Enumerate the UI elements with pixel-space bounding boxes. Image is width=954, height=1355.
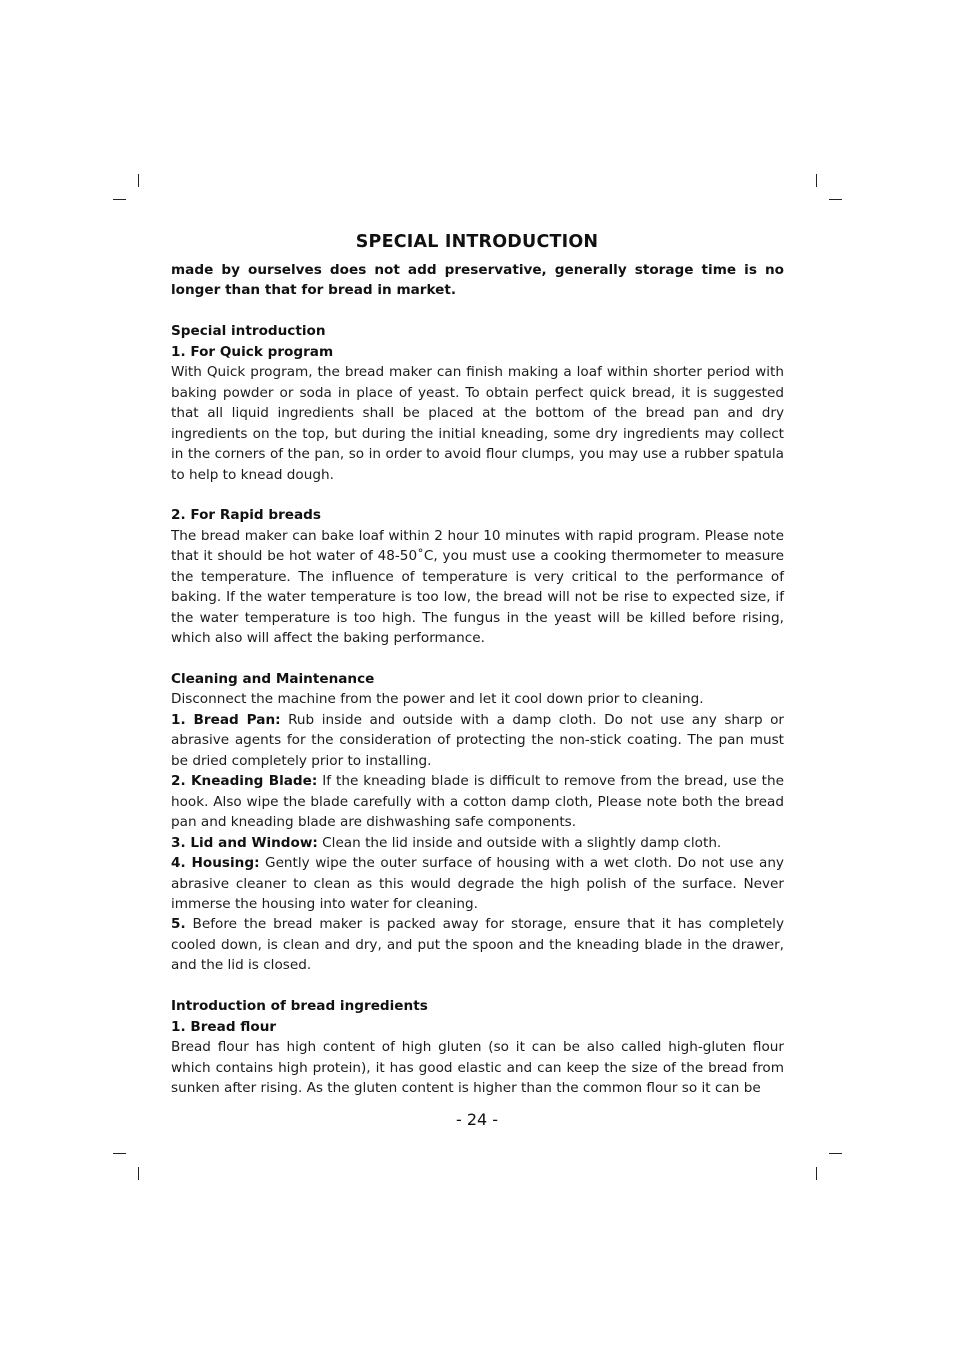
crop-mark-top-right-vertical <box>816 174 817 187</box>
quick-program-text: With Quick program, the bread maker can finish making a loaf within shorter period with baking powder or soda in place of yeast. To obtain perfect quick bread, it is suggested that all liquid ingredients shall be placed at the bottom of the bread pan and dry ingredients on the top, but during the initial kneading, some dry ingredients may collect in the corners of the pan, so in order to avoid flour clumps, you may use a rubber spatula to help to knead dough. <box>171 364 784 483</box>
cleaning-heading: Cleaning and Maintenance <box>171 671 375 688</box>
cleaning-item-label: 5. <box>171 916 186 933</box>
bread-flour-text: Bread flour has high content of high gluten (so it can be also called high-gluten flour which contains high protein), it has good elastic and can keep the size of the bread from sunken after rising. As the gluten content is higher than the common flour so it can be <box>171 1039 784 1097</box>
cleaning-item-housing <box>171 853 784 914</box>
special-heading: Special introduction <box>171 323 326 340</box>
spacer <box>171 976 784 996</box>
cleaning-item-label: 3. Lid and Window: <box>171 834 318 851</box>
crop-mark-top-right-horizontal <box>829 199 842 200</box>
quick-program-heading: 1. For Quick program <box>171 343 334 360</box>
crop-mark-top-left-vertical <box>138 174 139 187</box>
intro-continuation: made by ourselves does not add preservative, generally storage time is no longer than that for bread in market. <box>171 262 784 299</box>
crop-mark-bottom-right-vertical <box>816 1167 817 1180</box>
bread-flour-heading: 1. Bread flour <box>171 1018 277 1035</box>
cleaning-item-storage <box>171 914 784 975</box>
rapid-breads-text: The bread maker can bake loaf within 2 hour 10 minutes with rapid program. Please note that it should be hot water of 48-50˚C, you must use a cooking thermometer to measure the temperature. The influence of temperature is very critical to the performance of baking. If the water temperature is too low, the bread will not be rise to expected size, if the water temperature is too high. The fungus in the yeast will be killed before rising, which also will affect the baking performance. <box>171 527 784 647</box>
cleaning-item-text: Clean the lid inside and outside with a slightly damp cloth. <box>317 834 722 851</box>
cleaning-item-text: Rub inside and outside with a damp cloth. Do not use any sharp or abrasive agents for the consideration of protecting the non-stick coating. The pan must be dried completely prior to installing. <box>171 711 784 769</box>
cleaning-item-text: Before the bread maker is packed away for storage, ensure that it has completely cooled down, is clean and dry, and put the spoon and the kneading blade in the drawer, and the lid is closed. <box>171 916 784 974</box>
crop-mark-bottom-left-vertical <box>138 1167 139 1180</box>
cleaning-intro: Disconnect the machine from the power and let it cool down prior to cleaning. <box>171 691 704 708</box>
cleaning-item-text: Gently wipe the outer surface of housing with a wet cloth. Do not use any abrasive cleaner to clean as this would degrade the high polish of the surface. Never immerse the housing into water for cleaning. <box>171 855 784 912</box>
spacer <box>171 301 784 321</box>
crop-mark-bottom-left-horizontal <box>113 1153 126 1154</box>
crop-mark-top-left-horizontal <box>113 199 126 200</box>
ingredients-heading: Introduction of bread ingredients <box>171 998 428 1015</box>
spacer <box>171 485 784 505</box>
cleaning-item-bread-pan <box>171 710 784 771</box>
cleaning-item-text: If the kneading blade is difficult to remove from the bread, use the hook. Also wipe the blade carefully with a cotton damp cloth, Please note both the bread pan and kneading blade are dishwashing safe components. <box>171 773 784 831</box>
page-content <box>171 260 784 1099</box>
cleaning-item-label: 1. Bread Pan: <box>171 711 281 728</box>
page-title: SPECIAL INTRODUCTION <box>355 232 599 252</box>
cleaning-item-lid-window <box>171 833 784 853</box>
cleaning-item-kneading-blade <box>171 771 784 832</box>
cleaning-item-label: 4. Housing: <box>171 855 260 872</box>
page-number: - 24 - <box>455 1110 499 1129</box>
spacer <box>171 649 784 669</box>
crop-mark-bottom-right-horizontal <box>829 1153 842 1154</box>
cleaning-item-label: 2. Kneading Blade: <box>171 773 318 790</box>
rapid-breads-heading: 2. For Rapid breads <box>171 507 322 524</box>
